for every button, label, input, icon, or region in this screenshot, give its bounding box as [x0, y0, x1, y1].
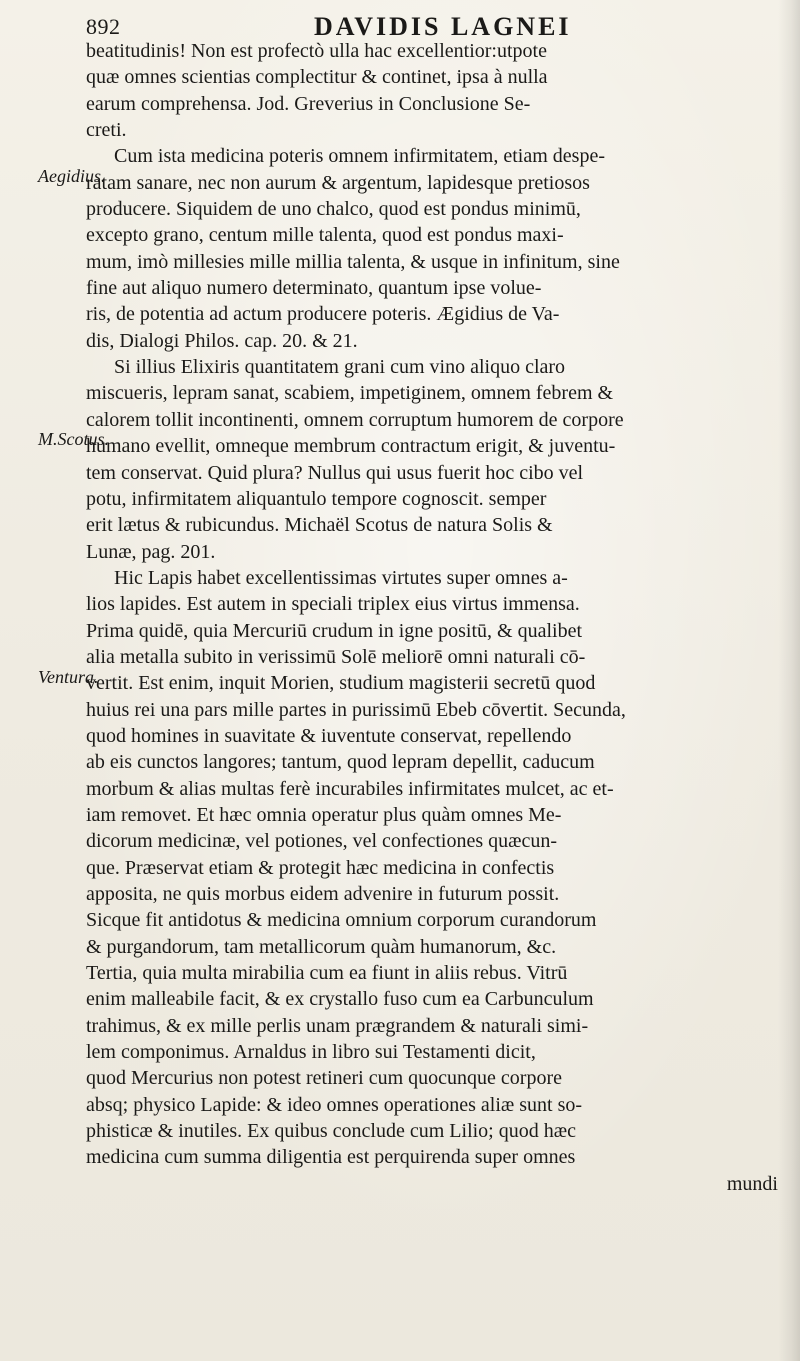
text-line: trahimus, & ex mille perlis unam prægrandem & naturali simi- [86, 1014, 589, 1037]
text-line: fine aut aliquo numero determinato, quantum ipse volue- [86, 277, 542, 300]
text-line: Prima quidē, quia Mercuriū crudum in igne positū, & qualibet [86, 619, 583, 642]
margin-note: Ventura. [38, 667, 99, 687]
text-line: erit lætus & rubicundus. Michaël Scotus de natura Solis & [86, 514, 553, 537]
text-line: calorem tollit incontinenti, omnem corruptum humorem de corpore [86, 408, 624, 431]
text-line: apposita, ne quis morbus eidem advenire in futurum possit. [86, 883, 560, 905]
text-line: quod Mercurius non potest retineri cum quocunque corpore [86, 1067, 562, 1090]
margin-note: Aegidius. [38, 166, 106, 186]
text-line: tem conservat. Quid plura? Nullus qui usus fuerit hoc cibo vel [86, 461, 584, 484]
catchword: mundi [726, 1172, 778, 1195]
text-line: vertit. Est enim, inquit Morien, studium magisterii secretū quod [86, 672, 596, 695]
text-line: huius rei una pars mille partes in purissimū Ebeb cōvertit. Secunda, [86, 698, 626, 721]
text-line: Hic Lapis habet excellentissimas virtutes super omnes a- [114, 566, 568, 589]
text-line: que. Præservat etiam & protegit hæc medicina in confectis [86, 856, 555, 879]
text-line: earum comprehensa. Jod. Greverius in Conclusione Se- [86, 92, 531, 115]
text-line: ratam sanare, nec non aurum & argentum, lapidesque pretiosos [86, 171, 590, 194]
text-line: dicorum medicinæ, vel potiones, vel confectiones quæcun- [86, 830, 557, 853]
text-line: humano evellit, omneque membrum contractum erigit, & juventu- [86, 435, 616, 458]
text-line: Si illius Elixiris quantitatem grani cum vino aliquo claro [114, 356, 566, 379]
text-line: Sicque fit antidotus & medicina omnium corporum curandorum [86, 909, 597, 932]
text-line: excepto grano, centum mille talenta, quod est pondus maxi- [86, 224, 564, 247]
text-line: potu, infirmitatem aliquantulo tempore cognoscit. semper [86, 487, 547, 510]
text-line: lios lapides. Est autem in speciali triplex eius virtus immensa. [86, 593, 580, 616]
text-line: mum, imò millesies mille millia talenta, & usque in infinitum, sine [86, 250, 620, 273]
text-line: phisticæ & inutiles. Ex quibus conclude cum Lilio; quod hæc [86, 1120, 576, 1143]
text-line: & purgandorum, tam metallicorum quàm humanorum, &c. [86, 935, 557, 958]
text-line: Tertia, quia multa mirabilia cum ea fiunt in aliis rebus. Vitrū [86, 962, 568, 985]
text-line: iam removet. Et hæc omnia operatur plus quàm omnes Me- [86, 803, 562, 826]
text-line: quod homines in suavitate & iuventute conservat, repellendo [86, 724, 572, 747]
text-line: Lunæ, pag. 201. [86, 540, 216, 563]
page-header [86, 12, 786, 40]
text-line: miscueris, lepram sanat, scabiem, impetiginem, omnem febrem & [86, 382, 614, 405]
text-line: quæ omnes scientias complectitur & continet, ipsa à nulla [86, 66, 548, 89]
running-head: DAVIDIS LAGNEI [314, 12, 572, 41]
page-number: 892 [86, 14, 121, 39]
text-line: creti. [86, 119, 127, 142]
text-line: ab eis cunctos langores; tantum, quod lepram depellit, caducum [86, 751, 595, 774]
text-line: lem componimus. Arnaldus in libro sui Testamenti dicit, [86, 1041, 536, 1064]
text-line: dis, Dialogi Philos. cap. 20. & 21. [86, 329, 358, 352]
text-column [86, 38, 786, 1197]
text-line: alia metalla subito in verissimū Solē meliorē omni naturali cō- [86, 645, 586, 668]
text-line: morbum & alias multas ferè incurabiles infirmitates mulcet, ac et- [86, 777, 614, 800]
text-line: absq; physico Lapide: & ideo omnes operationes aliæ sunt so- [86, 1093, 583, 1116]
text-line: medicina cum summa diligentia est perquirenda super omnes [86, 1146, 576, 1169]
text-line: Cum ista medicina poteris omnem infirmitatem, etiam despe- [114, 145, 605, 168]
text-line: producere. Siquidem de uno chalco, quod est pondus minimū, [86, 198, 581, 221]
margin-note: M.Scotus. [38, 429, 109, 449]
text-line: enim malleabile facit, & ex crystallo fuso cum ea Carbunculum [86, 988, 594, 1011]
text-line: beatitudinis! Non est profectò ulla hac excellentior:utpote [86, 40, 547, 62]
text-line: ris, de potentia ad actum producere poteris. Ægidius de Va- [86, 303, 560, 326]
